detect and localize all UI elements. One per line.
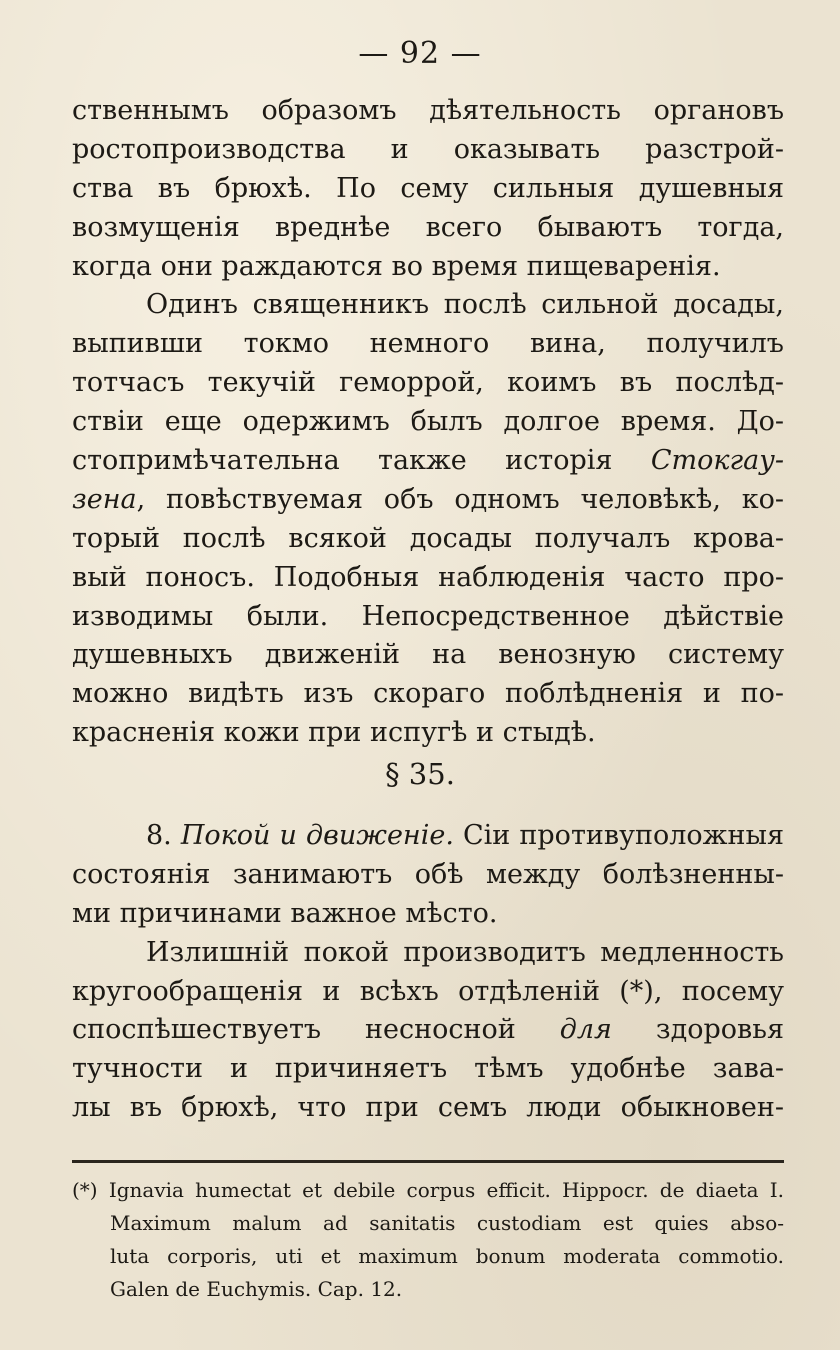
text-line: изводимы были. Непосредственное дѣйствіе [72,600,784,632]
text-line: вый поносъ. Подобныя наблюденія часто про- [72,561,784,593]
text-run: здоровья [655,1014,784,1046]
text-line: выпивши токмо немного вина, получилъ [72,328,784,360]
text-block-bottom [72,817,784,1128]
section-heading: § 35. [385,757,455,791]
text-line: ствіи еще одержимъ былъ долгое время. До- [72,406,784,438]
item-number: 8. [146,820,172,851]
footnote-line: Maximum malum ad sanitatis custodiam est quies abso- [110,1211,784,1235]
text-line: Одинъ священникъ послѣ сильной досады, [146,289,784,321]
italic-word: для [559,1014,612,1046]
text-line [72,442,784,481]
text-line: тучности и причиняетъ тѣмъ удобнѣе зава- [72,1053,784,1085]
italic-name: Стокгау- [650,445,784,477]
text-line: тотчасъ текучій геморрой, коимъ въ послѣд- [72,367,784,399]
italic-name: зена [72,483,137,515]
text-run: стопримѣчательна также исторія [72,445,613,477]
text-line [72,481,784,520]
text-line: можно видѣть изъ скораго поблѣдненія и по- [72,678,784,710]
text-run: Ignavia humectat et debile corpus efficit. [108,1178,551,1202]
text-line: возмущенія вреднѣе всего бываютъ тогда, [72,211,784,243]
italic-heading: Покой и движеніе. [180,820,454,851]
text-run: de Euchymis. Cap. 12. [175,1277,403,1301]
text-line: состоянія занимаютъ обѣ между болѣзненны- [72,858,784,890]
text-line: торый послѣ всякой досады получалъ крова- [72,522,784,554]
text-run: споспѣшествуетъ несносной [72,1014,516,1046]
text-line: лы въ брюхѣ, что при семъ люди обыкновен- [72,1092,784,1124]
text-line: ростопроизводства и оказывать разстрой- [72,133,784,165]
text-run: de diaeta I. [659,1178,785,1202]
footnote-line [72,1273,784,1306]
text-line [72,817,784,856]
text-block-top [72,92,784,753]
footnote-author: Galen [110,1277,170,1301]
text-line: когда они раждаются во время пищеваренія. [72,250,721,282]
footnote-author: Hippocr. [562,1178,649,1202]
text-line: душевныхъ движеній на венозную систему [72,639,784,671]
footnote-marker: (*) [72,1178,98,1202]
footnote-line: luta corporis, uti et maximum bonum moderata commotio. [110,1244,784,1268]
footnote-line [72,1174,784,1207]
page-number: — 92 — [358,36,482,71]
text-line [72,1011,784,1050]
text-line: Излишній покой производитъ медленность [146,936,784,968]
footnote [72,1174,784,1306]
text-run: , повѣствуемая объ одномъ человѣкѣ, ко- [136,483,784,515]
text-line: ства въ брюхѣ. По сему сильныя душевныя [72,172,784,204]
text-line: ственнымъ образомъ дѣятельность органовъ [72,95,784,126]
text-line: красненія кожи при испугѣ и стыдѣ. [72,717,596,749]
footnote-divider [72,1160,784,1163]
text-line: кругообращенія и всѣхъ отдѣленій (*), посему [72,975,784,1007]
text-line: ми причинами важное мѣсто. [72,897,498,929]
text-run: Сіи противуположныя [463,820,784,851]
